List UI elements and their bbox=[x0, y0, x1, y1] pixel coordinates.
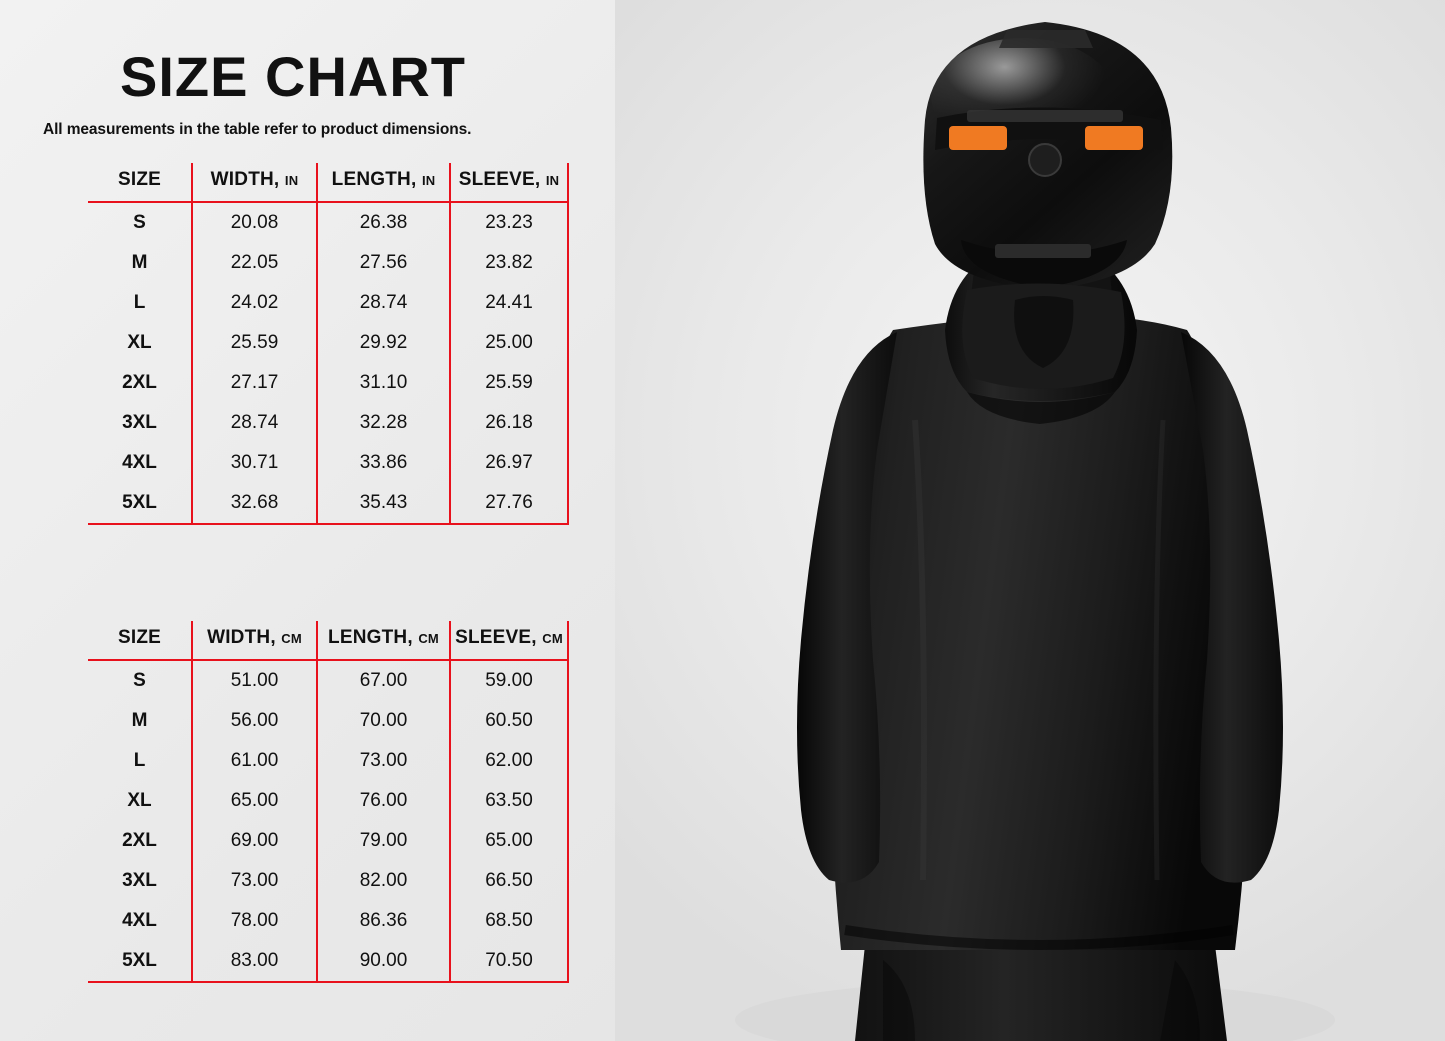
cell-length: 70.00 bbox=[317, 701, 450, 741]
cell-size: L bbox=[88, 283, 192, 323]
cell-sleeve: 66.50 bbox=[450, 861, 568, 901]
cell-size: S bbox=[88, 660, 192, 701]
size-table-inches bbox=[88, 163, 569, 525]
column-header-length: LENGTH, IN bbox=[317, 164, 450, 202]
cell-size: 4XL bbox=[88, 901, 192, 941]
cell-sleeve: 68.50 bbox=[450, 901, 568, 941]
product-photo bbox=[615, 0, 1445, 1041]
cell-sleeve: 25.00 bbox=[450, 323, 568, 363]
cell-sleeve: 24.41 bbox=[450, 283, 568, 323]
cell-size: L bbox=[88, 741, 192, 781]
column-header-sleeve: SLEEVE, IN bbox=[450, 164, 568, 202]
cell-size: XL bbox=[88, 781, 192, 821]
cell-width: 73.00 bbox=[192, 861, 317, 901]
cell-width: 20.08 bbox=[192, 202, 317, 243]
cell-length: 35.43 bbox=[317, 483, 450, 524]
cell-width: 69.00 bbox=[192, 821, 317, 861]
column-header-size: SIZE bbox=[88, 622, 192, 660]
table-row bbox=[88, 701, 568, 741]
cell-width: 51.00 bbox=[192, 660, 317, 701]
column-header-width: WIDTH, CM bbox=[192, 622, 317, 660]
cell-length: 82.00 bbox=[317, 861, 450, 901]
page-subtitle: All measurements in the table refer to product dimensions. bbox=[43, 120, 472, 138]
column-header-width: WIDTH, IN bbox=[192, 164, 317, 202]
cell-length: 79.00 bbox=[317, 821, 450, 861]
cell-sleeve: 70.50 bbox=[450, 941, 568, 982]
table-row bbox=[88, 861, 568, 901]
cell-sleeve: 26.18 bbox=[450, 403, 568, 443]
cell-length: 90.00 bbox=[317, 941, 450, 982]
cell-length: 28.74 bbox=[317, 283, 450, 323]
table-row bbox=[88, 403, 568, 443]
cell-width: 32.68 bbox=[192, 483, 317, 524]
cell-sleeve: 63.50 bbox=[450, 781, 568, 821]
table-header-row bbox=[88, 622, 568, 660]
table-row bbox=[88, 283, 568, 323]
cell-width: 25.59 bbox=[192, 323, 317, 363]
table-row bbox=[88, 202, 568, 243]
cell-length: 86.36 bbox=[317, 901, 450, 941]
cell-length: 26.38 bbox=[317, 202, 450, 243]
helmet-reflector-right bbox=[1085, 126, 1143, 150]
cell-width: 28.74 bbox=[192, 403, 317, 443]
cell-sleeve: 23.82 bbox=[450, 243, 568, 283]
table-row bbox=[88, 660, 568, 701]
column-header-length: LENGTH, CM bbox=[317, 622, 450, 660]
cell-length: 67.00 bbox=[317, 660, 450, 701]
table-row bbox=[88, 363, 568, 403]
cell-sleeve: 65.00 bbox=[450, 821, 568, 861]
page-title: SIZE CHART bbox=[120, 45, 466, 108]
cell-sleeve: 60.50 bbox=[450, 701, 568, 741]
cell-size: 3XL bbox=[88, 861, 192, 901]
table-row bbox=[88, 901, 568, 941]
table-row bbox=[88, 821, 568, 861]
cell-size: M bbox=[88, 701, 192, 741]
cell-size: 3XL bbox=[88, 403, 192, 443]
cell-sleeve: 23.23 bbox=[450, 202, 568, 243]
cell-size: S bbox=[88, 202, 192, 243]
helmet-strip bbox=[967, 110, 1123, 122]
cell-sleeve: 59.00 bbox=[450, 660, 568, 701]
helmet-reflector-left bbox=[949, 126, 1007, 150]
cell-width: 61.00 bbox=[192, 741, 317, 781]
table-row bbox=[88, 483, 568, 524]
cell-size: 2XL bbox=[88, 363, 192, 403]
table-header-row bbox=[88, 164, 568, 202]
cell-size: 5XL bbox=[88, 941, 192, 982]
cell-width: 27.17 bbox=[192, 363, 317, 403]
cell-sleeve: 26.97 bbox=[450, 443, 568, 483]
table-row bbox=[88, 741, 568, 781]
cell-size: XL bbox=[88, 323, 192, 363]
cell-width: 22.05 bbox=[192, 243, 317, 283]
table-row bbox=[88, 443, 568, 483]
size-table-centimeters bbox=[88, 621, 569, 983]
table-row bbox=[88, 941, 568, 982]
cell-size: 2XL bbox=[88, 821, 192, 861]
helmet-badge bbox=[1029, 144, 1061, 176]
cell-width: 83.00 bbox=[192, 941, 317, 982]
column-header-sleeve: SLEEVE, CM bbox=[450, 622, 568, 660]
cell-length: 76.00 bbox=[317, 781, 450, 821]
cell-sleeve: 25.59 bbox=[450, 363, 568, 403]
cell-sleeve: 62.00 bbox=[450, 741, 568, 781]
model-illustration bbox=[615, 0, 1445, 1041]
cell-length: 32.28 bbox=[317, 403, 450, 443]
cell-width: 78.00 bbox=[192, 901, 317, 941]
helmet-rear-plate bbox=[995, 244, 1091, 258]
table-row bbox=[88, 781, 568, 821]
cell-width: 30.71 bbox=[192, 443, 317, 483]
cell-length: 33.86 bbox=[317, 443, 450, 483]
cell-size: 5XL bbox=[88, 483, 192, 524]
cell-length: 27.56 bbox=[317, 243, 450, 283]
cell-width: 56.00 bbox=[192, 701, 317, 741]
cell-length: 73.00 bbox=[317, 741, 450, 781]
cell-size: M bbox=[88, 243, 192, 283]
size-chart-panel bbox=[0, 0, 620, 1041]
cell-sleeve: 27.76 bbox=[450, 483, 568, 524]
table-row bbox=[88, 243, 568, 283]
cell-size: 4XL bbox=[88, 443, 192, 483]
cell-length: 29.92 bbox=[317, 323, 450, 363]
cell-length: 31.10 bbox=[317, 363, 450, 403]
cell-width: 65.00 bbox=[192, 781, 317, 821]
table-row bbox=[88, 323, 568, 363]
cell-width: 24.02 bbox=[192, 283, 317, 323]
column-header-size: SIZE bbox=[88, 164, 192, 202]
helmet-vent bbox=[999, 30, 1093, 48]
